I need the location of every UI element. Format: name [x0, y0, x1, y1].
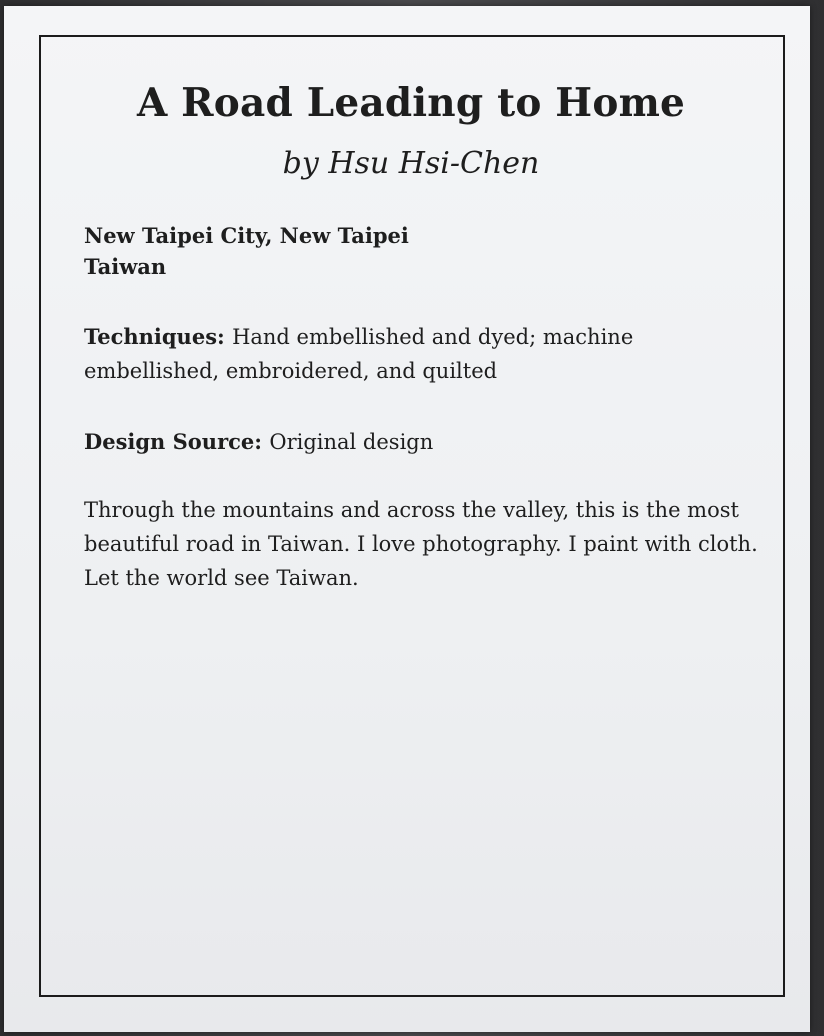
exhibit-label-card — [4, 6, 810, 1032]
location-city: New Taipei City, New Taipei — [84, 223, 409, 248]
techniques-label: Techniques: — [84, 324, 233, 349]
artist-location — [84, 220, 409, 282]
design-source-label: Design Source: — [84, 429, 270, 454]
techniques-value: Hand embellished and dyed; machine embellished, embroidered, and quilted — [84, 325, 634, 383]
location-country: Taiwan — [84, 254, 167, 279]
artist-statement: Through the mountains and across the valley, this is the most beautiful road in Taiwan. I love photography. I paint with cloth. Let the world see Taiwan. — [84, 498, 758, 590]
techniques-paragraph — [84, 320, 760, 388]
artist-byline: by Hsu Hsi-Chen — [282, 146, 540, 181]
quilt-title: A Road Leading to Home — [136, 80, 686, 126]
design-source-paragraph — [84, 425, 760, 459]
design-source-value: Original design — [269, 430, 434, 454]
